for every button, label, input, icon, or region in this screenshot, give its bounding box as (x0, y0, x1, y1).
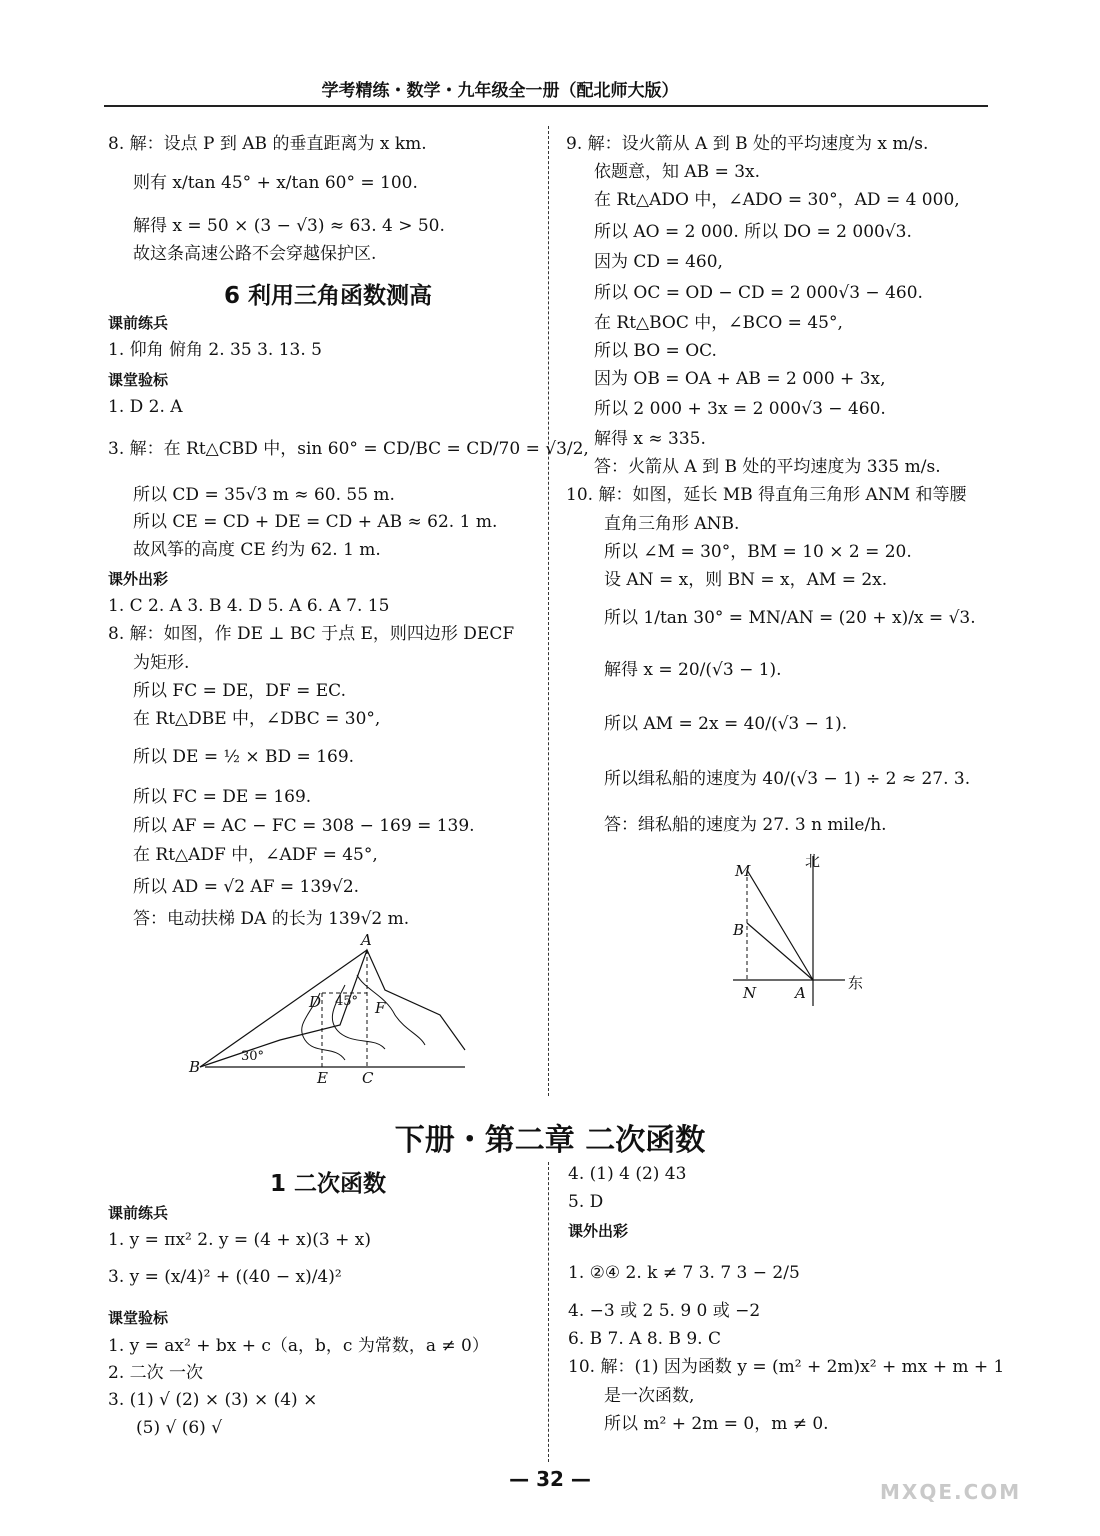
answer-line: 所以 AO = 2 000. 所以 DO = 2 000√3. (594, 222, 912, 242)
answer-line: 2. 二次 一次 (108, 1363, 204, 1383)
answer-line: 1. D 2. A (108, 397, 183, 417)
answer-line: 3. y = (x/4)² + ((40 − x)/4)² (108, 1267, 342, 1287)
section-label: 课外出彩 (568, 1222, 629, 1240)
answer-line: (5) √ (6) √ (136, 1418, 223, 1438)
label-B2: B (733, 921, 745, 939)
answer-line: 则有 x/tan 45° + x/tan 60° = 100. (133, 173, 418, 193)
mountain-figure (185, 931, 475, 1090)
label-M: M (735, 862, 751, 880)
answer-line: 答：火箭从 A 到 B 处的平均速度为 335 m/s. (594, 457, 941, 477)
answer-line: 所以缉私船的速度为 40/(√3 − 1) ÷ 2 ≈ 27. 3. (604, 769, 971, 789)
label-E: E (317, 1069, 328, 1087)
answer-line: 所以 FC = DE = 169. (133, 787, 312, 807)
answer-line: 在 Rt△BOC 中，∠BCO = 45°, (594, 313, 843, 333)
answer-line: 所以 FC = DE，DF = EC. (133, 681, 346, 701)
header-title: 学考精练・数学・九年级全一册（配北师大版） (321, 81, 679, 101)
answer-line: 3. (1) √ (2) × (3) × (4) × (108, 1390, 318, 1410)
answer-line: 所以 1/tan 30° = MN/AN = (20 + x)/x = √3. (604, 608, 976, 628)
answer-line: 解得 x = 50 × (3 − √3) ≈ 63. 4 > 50. (133, 216, 445, 236)
label-F: F (375, 999, 386, 1017)
answer-line: 解得 x ≈ 335. (594, 429, 706, 449)
answer-line: 8. 解：如图，作 DE ⊥ BC 于点 E，则四边形 DECF (108, 624, 515, 644)
answer-line: 所以 CD = 35√3 m ≈ 60. 55 m. (133, 485, 395, 505)
answer-line: 3. 解：在 Rt△CBD 中，sin 60° = CD/BC = CD/70 = √3/2, (108, 439, 589, 459)
answer-line: 4. −3 或 2 5. 9 0 或 −2 (568, 1301, 761, 1321)
answer-line: 是一次函数, (604, 1386, 695, 1406)
answer-line: 所以 BO = OC. (594, 341, 717, 361)
answer-line: 答：电动扶梯 DA 的长为 139√2 m. (133, 909, 410, 929)
answer-line: 所以 CE = CD + DE = CD + AB ≈ 62. 1 m. (133, 512, 498, 532)
answer-line: 故风筝的高度 CE 约为 62. 1 m. (133, 540, 381, 560)
label-C: C (362, 1069, 374, 1087)
answer-line: 1. ②④ 2. k ≠ 7 3. 7 3 − 2/5 (568, 1263, 800, 1283)
answer-line: 1. y = ax² + bx + c（a，b，c 为常数，a ≠ 0） (108, 1336, 489, 1356)
answer-line: 5. D (568, 1192, 604, 1212)
label-A: A (361, 931, 372, 949)
answer-line: 依题意，知 AB = 3x. (594, 162, 761, 182)
answer-line: 1. 仰角 俯角 2. 35 3. 13. 5 (108, 340, 322, 360)
column-divider-bottom (548, 1162, 549, 1462)
answer-line: 因为 OB = OA + AB = 2 000 + 3x, (594, 369, 886, 389)
section-label: 课前练兵 (108, 314, 169, 332)
answer-line: 直角三角形 ANB. (604, 514, 740, 534)
label-N: N (743, 984, 757, 1002)
answer-line: 在 Rt△ADO 中，∠ADO = 30°，AD = 4 000, (594, 190, 960, 210)
label-angle45: 45° (335, 994, 359, 1009)
answer-line: 所以 ∠M = 30°，BM = 10 × 2 = 20. (604, 542, 912, 562)
label-D: D (309, 993, 322, 1011)
answer-line: 所以 AD = √2 AF = 139√2. (133, 877, 360, 897)
answer-line: 6. B 7. A 8. B 9. C (568, 1329, 721, 1349)
chapter-title: 下册・第二章 二次函数 (394, 1123, 706, 1158)
answer-line: 在 Rt△DBE 中，∠DBC = 30°, (133, 709, 381, 729)
compass-figure (725, 848, 875, 1008)
header-rule (104, 105, 988, 107)
page-number: — 32 — (509, 1467, 591, 1491)
answer-line: 1. y = πx² 2. y = (4 + x)(3 + x) (108, 1230, 371, 1250)
answer-line: 4. (1) 4 (2) 43 (568, 1164, 687, 1184)
answer-line: 10. 解：(1) 因为函数 y = (m² + 2m)x² + mx + m + 1 (568, 1357, 1005, 1377)
answer-line: 故这条高速公路不会穿越保护区. (133, 244, 377, 264)
answer-line: 所以 2 000 + 3x = 2 000√3 − 460. (594, 399, 886, 419)
watermark-logo: MXQE.COM (880, 1480, 1022, 1504)
answer-line: 所以 AF = AC − FC = 308 − 169 = 139. (133, 816, 475, 836)
section-label: 课堂验标 (108, 371, 169, 389)
answer-line: 所以 OC = OD − CD = 2 000√3 − 460. (594, 283, 923, 303)
answer-line: 10. 解：如图，延长 MB 得直角三角形 ANM 和等腰 (566, 485, 967, 505)
answer-line: 所以 DE = ½ × BD = 169. (133, 747, 355, 767)
answer-line: 为矩形. (133, 653, 190, 673)
label-A2: A (795, 984, 806, 1002)
label-B: B (189, 1058, 201, 1076)
answer-line: 在 Rt△ADF 中，∠ADF = 45°, (133, 845, 378, 865)
column-divider-top (548, 126, 549, 1096)
label-east: 东 (848, 974, 864, 992)
section-heading-1: 1 二次函数 (269, 1171, 386, 1197)
answer-line: 9. 解：设火箭从 A 到 B 处的平均速度为 x m/s. (566, 134, 929, 154)
section-label: 课外出彩 (108, 570, 169, 588)
answer-line: 1. C 2. A 3. B 4. D 5. A 6. A 7. 15 (108, 596, 390, 616)
section-label: 课前练兵 (108, 1204, 169, 1222)
answer-line: 所以 AM = 2x = 40/(√3 − 1). (604, 714, 848, 734)
answer-line: 设 AN = x，则 BN = x，AM = 2x. (604, 570, 888, 590)
section-heading-6: 6 利用三角函数测高 (223, 283, 432, 309)
answer-line: 答：缉私船的速度为 27. 3 n mile/h. (604, 815, 887, 835)
label-north: 北 (805, 852, 821, 870)
answer-line: 解得 x = 20/(√3 − 1). (604, 660, 782, 680)
answer-line: 因为 CD = 460, (594, 252, 723, 272)
answer-line: 所以 m² + 2m = 0，m ≠ 0. (604, 1414, 829, 1434)
label-angle30: 30° (241, 1049, 265, 1064)
section-label: 课堂验标 (108, 1309, 169, 1327)
answer-line: 8. 解：设点 P 到 AB 的垂直距离为 x km. (108, 134, 427, 154)
